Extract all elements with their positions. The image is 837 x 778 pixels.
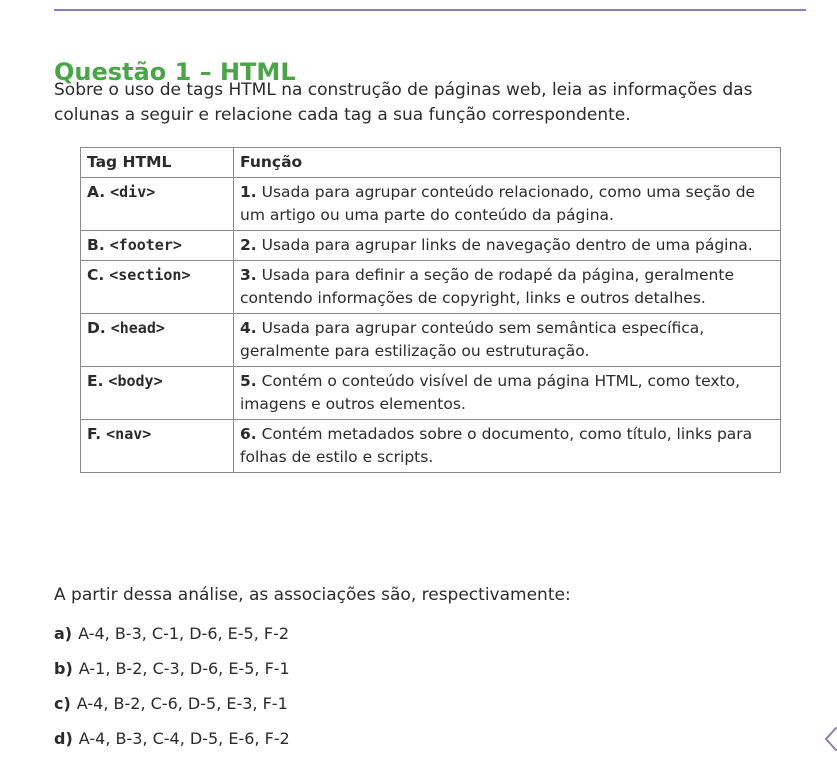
function-cell [234, 178, 781, 231]
function-cell [234, 420, 781, 473]
table-row [81, 178, 781, 231]
option-b[interactable] [54, 658, 290, 693]
function-number: 4. [240, 319, 257, 337]
function-cell [234, 261, 781, 314]
option-letter: d) [54, 729, 73, 748]
function-number: 3. [240, 266, 257, 284]
function-number: 2. [240, 236, 257, 254]
tag-cell [81, 261, 234, 314]
table-row [81, 231, 781, 261]
tag-cell [81, 420, 234, 473]
tags-table [80, 147, 781, 473]
tag-letter: F. [87, 425, 102, 443]
table-row [81, 367, 781, 420]
function-cell [234, 231, 781, 261]
tag-code: <div> [110, 183, 156, 201]
option-letter: c) [54, 694, 71, 713]
function-number: 5. [240, 372, 257, 390]
question-title: Questão 1 – HTML [54, 58, 296, 87]
function-text: Usada para agrupar conteúdo relacionado, como uma seção de um artigo ou uma parte do conteúdo da página. [240, 183, 756, 224]
tag-letter: A. [87, 183, 106, 201]
option-text: A-1, B-2, C-3, D-6, E-5, F-1 [78, 659, 290, 678]
option-letter: b) [54, 659, 73, 678]
tag-code: <footer> [109, 236, 182, 254]
table-row [81, 420, 781, 473]
function-cell [234, 367, 781, 420]
header-tag: Tag HTML [81, 148, 234, 178]
option-letter: a) [54, 624, 73, 643]
tag-code: <body> [108, 372, 163, 390]
tag-letter: B. [87, 236, 105, 254]
tag-cell [81, 178, 234, 231]
function-text: Usada para agrupar links de navegação dentro de uma página. [261, 236, 753, 254]
header-function: Função [234, 148, 781, 178]
tag-code: <nav> [106, 425, 152, 443]
option-text: A-4, B-3, C-1, D-6, E-5, F-2 [78, 624, 290, 643]
tag-cell [81, 314, 234, 367]
function-text: Contém o conteúdo visível de uma página HTML, como texto, imagens e outros elementos. [240, 372, 741, 413]
function-cell [234, 314, 781, 367]
tag-letter: C. [87, 266, 105, 284]
option-text: A-4, B-2, C-6, D-5, E-3, F-1 [76, 694, 288, 713]
function-text: Usada para agrupar conteúdo sem semântica específica, geralmente para estilização ou estruturação. [240, 319, 705, 360]
tag-letter: E. [87, 372, 104, 390]
option-d[interactable] [54, 728, 290, 763]
answer-options [54, 623, 290, 763]
table-row [81, 314, 781, 367]
chevron-left-icon[interactable] [822, 726, 837, 752]
function-number: 1. [240, 183, 257, 201]
tag-cell [81, 231, 234, 261]
table-row [81, 261, 781, 314]
function-text: Contém metadados sobre o documento, como título, links para folhas de estilo e scripts. [240, 425, 753, 466]
question-prompt: A partir dessa análise, as associações são, respectivamente: [54, 585, 571, 605]
tag-code: <head> [110, 319, 165, 337]
option-c[interactable] [54, 693, 290, 728]
tag-letter: D. [87, 319, 106, 337]
tag-code: <section> [109, 266, 191, 284]
function-number: 6. [240, 425, 257, 443]
table-header-row [81, 148, 781, 178]
option-text: A-4, B-3, C-4, D-5, E-6, F-2 [78, 729, 290, 748]
top-divider [54, 9, 806, 11]
question-intro: Sobre o uso de tags HTML na construção de páginas web, leia as informações das colunas a seguir e relacione cada tag a sua função correspondente. [54, 80, 753, 125]
tag-cell [81, 367, 234, 420]
function-text: Usada para definir a seção de rodapé da página, geralmente contendo informações de copyright, links e outros detalhes. [240, 266, 734, 307]
option-a[interactable] [54, 623, 290, 658]
